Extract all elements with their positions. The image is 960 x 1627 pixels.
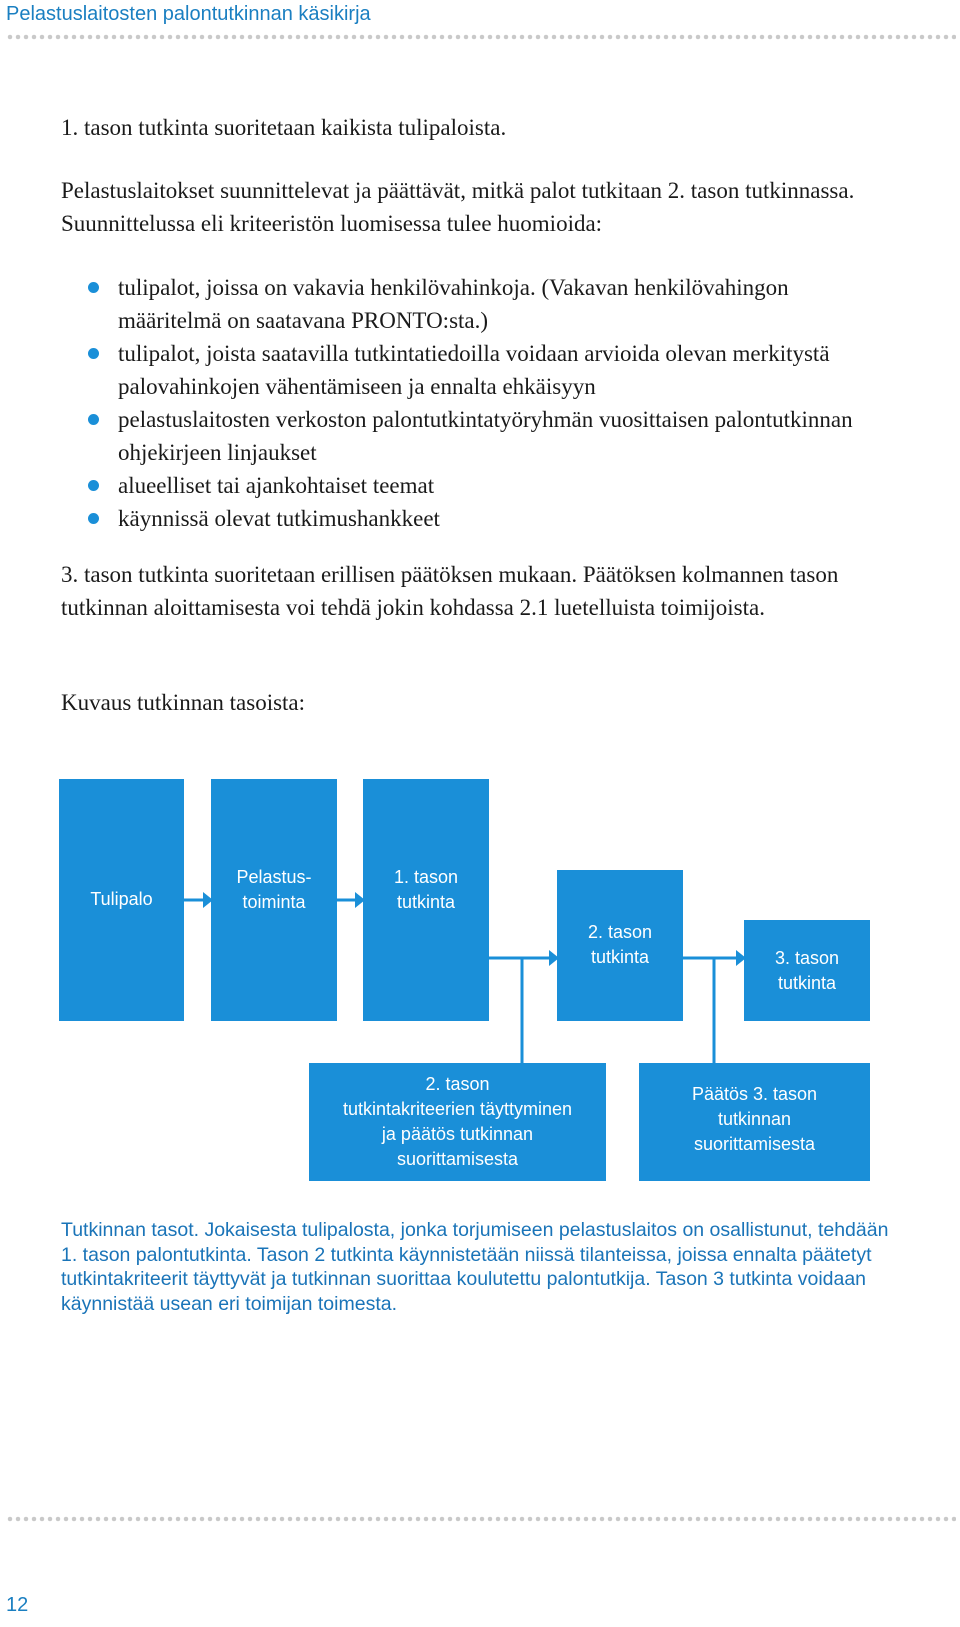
- list-item: käynnissä olevat tutkimushankkeet: [61, 502, 891, 535]
- bullet-icon: [88, 480, 99, 491]
- paragraph-level3: 3. tason tutkinta suoritetaan erillisen päätöksen mukaan. Päätöksen kolmannen tason tutkinnan aloittamisesta voi tehdä jokin kohdassa 2.1 luetelluista toimijoista.: [61, 562, 839, 620]
- box-tason3-tutkinta: 3. tason tutkinta: [744, 920, 870, 1021]
- list-item: alueelliset tai ajankohtaiset teemat: [61, 469, 891, 502]
- bullet-icon: [88, 414, 99, 425]
- bullet-icon: [88, 348, 99, 359]
- bullet-icon: [88, 513, 99, 524]
- criteria-list: [61, 271, 891, 535]
- paragraph-level1: 1. tason tutkinta suoritetaan kaikista tulipaloista.: [61, 115, 507, 140]
- box-tason1-tutkinta: 1. tason tutkinta: [363, 779, 489, 1021]
- footer-divider: [6, 1516, 956, 1522]
- paragraph-level2-intro: Pelastuslaitokset suunnittelevat ja päättävät, mitkä palot tutkitaan 2. tason tutkinnassa. Suunnittelussa eli kriteeristön luomisessa tulee huomioida:: [61, 178, 855, 236]
- figure-caption: Tutkinnan tasot. Jokaisesta tulipalosta, jonka torjumiseen pelastuslaitos on osallistunut, tehdään 1. tason palontutkinta. Tason 2 tutkinta käynnistetään niissä tilanteissa, joissa ennalta päätetyt tutkintakriteerit täyttyvät ja tutkinnan suorittaa koulutettu palontutkija. Tason 3 tutkinta voidaan käynnistää usean eri toimijan toimesta.: [61, 1219, 889, 1315]
- box-pelastustoiminta: Pelastus- toiminta: [211, 779, 337, 1021]
- bullet-icon: [88, 282, 99, 293]
- running-header: Pelastuslaitosten palontutkinnan käsikirja: [6, 3, 371, 25]
- box-paatos-tason3: Päätös 3. tason tutkinnan suorittamisesta: [639, 1063, 870, 1181]
- list-item: tulipalot, joissa on vakavia henkilövahinkoja. (Vakavan henkilövahingon määritelmä on saatavana PRONTO:sta.): [61, 271, 891, 337]
- list-item: pelastuslaitosten verkoston palontutkintatyöryhmän vuosittaisen palontutkinnan ohjekirjeen linjaukset: [61, 403, 891, 469]
- header-divider: [6, 34, 956, 40]
- paragraph-diagram-intro: Kuvaus tutkinnan tasoista:: [61, 690, 306, 715]
- box-tason2-tutkinta: 2. tason tutkinta: [557, 870, 683, 1021]
- box-kriteerit-paatos: 2. tason tutkintakriteerien täyttyminen ja päätös tutkinnan suorittamisesta: [309, 1063, 606, 1181]
- page-number: 12: [6, 1594, 29, 1616]
- list-item: tulipalot, joista saatavilla tutkintatiedoilla voidaan arvioida olevan merkitystä palovahinkojen vähentämiseen ja ennalta ehkäisyyn: [61, 337, 891, 403]
- box-tulipalo: Tulipalo: [59, 779, 184, 1021]
